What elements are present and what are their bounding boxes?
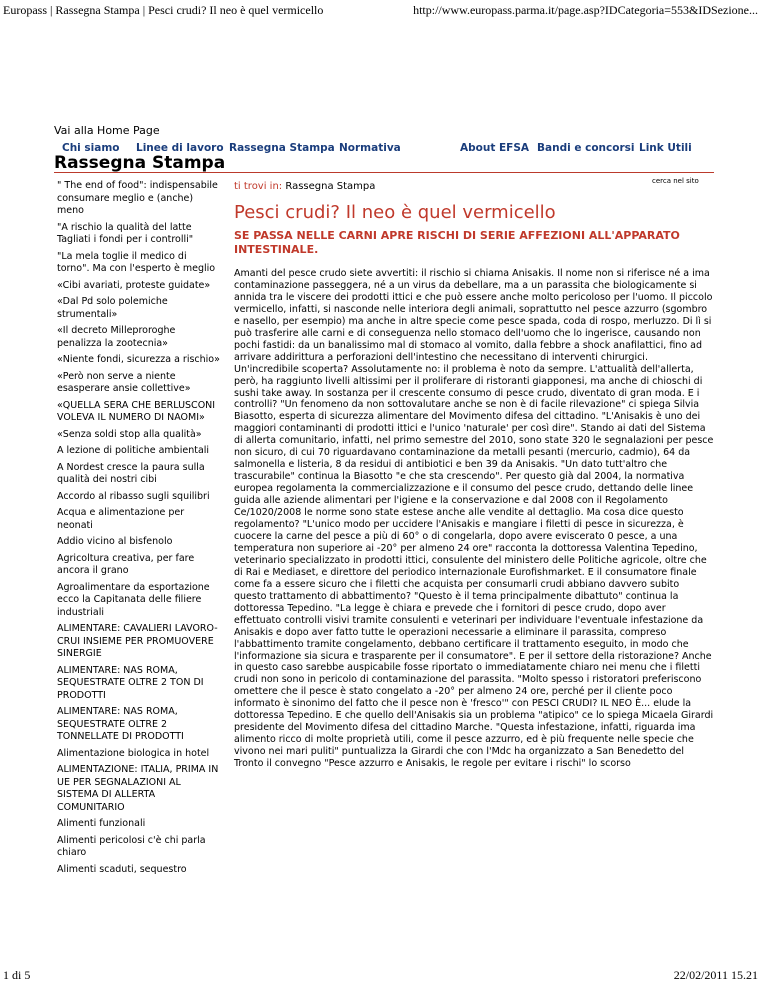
home-page-link[interactable]: Vai alla Home Page [54,124,160,137]
article-body: Amanti del pesce crudo siete avvertiti: il rischio si chiama Anisakis. Il nome non si riferisce né a ima contaminazione passeggera, né a un virus da debellare, ma a un parassita che biologicamente si annida tra le viscere dei prodotti ittici e che può essere anche molto pericoloso per l'uomo. Il piccolo vermicello, infatti, si nasconde nelle interiora degli animali, soprattutto nel pesce azzurro (sgombro e nasello, per esempio) ma anche in altre specie come pesce spada, coda di rospo, merluzzo. Di lì si può trasferire alle carni e di conseguenza nello stomaco dell'uomo che lo ingerisce, causando non pochi fastidi: da un banalissimo mal di stomaco al vomito, dalla febbre a shock anafilattici, fino ad arrivare addirittura a perforazioni dell'intestino che necessitano di interventi chirurgici. Un'incredibile scoperta? Assolutamente no: il problema è noto da sempre. L'attualità dell'allerta, però, ha raggiunto livelli altissimi per il proliferare di ristoranti giapponesi, ma anche di chioschi di sushi take away. In sostanza per il crescente consumo di pesce crudo, diventato di gran moda. E i controlli? "Un fenomeno da non sottovalutare anche se non è di facile rilevazione" ci spiega Silvia Biasotto, esperta di sicurezza alimentare del Movimento difesa del cittadino. "L'Anisakis è uno dei maggiori contaminanti di prodotti ittici e l'unico 'naturale' per così dire". Stando ai dati del Sistema di allerta comunitario, infatti, nel primo semestre del 2010, sono state 320 le segnalazioni per pesce non sicuro, di cui 70 riguardavano contaminazione da metalli pesanti (mercurio, cadmio), 64 da salmonella e listeria, 8 da residui di antibiotici e ben 39 da Anisakis. "Un dato tutt'altro che trascurabile" continua la Biasotto "e che sta crescendo". Per questo già dal 2004, la normativa europea regolamenta la commercializzazione e il consumo del pesce crudo, dettando delle linee guida alle aziende alimentari per l'igiene e la conservazione e dal 2008 con il Regolamento Ce/1020/2008 le norme sono state estese anche alle vendite al dettaglio. Ma cosa dice questo regolamento? "L'unico modo per uccidere l'Anisakis e mangiare i filetti di pesce in sicurezza, è cuocere la carne del pesce a più di 60° o di congelarla, dopo avere eviscerato 0 pesce, a una temperatura non superiore ai -20° per almeno 24 ore" racconta la dottoressa Valentina Tepedino, veterinario specializzato in prodotti ittici, consulente del ministero delle Politiche agricole, oltre che di Rai e Mediaset, e direttore del periodico internazionale Eurofishmarket. E il consumatore finale come fa a essere sicuro che i filetti che acquista per consumarli crudi abbiano davvero subito questo trattamento di abbattimento? "Questo è il tema principalmente dibattuto" continua la dottoressa Tepedino. "La legge è chiara e prevede che i fornitori di pesce crudo, dopo aver effettuato controlli visivi tramite consulenti e veterinari per individuare l'eventuale infestazione da Anisakis e dopo aver fatto tutte le operazioni necessarie a eliminare il parassita, compreso l'abbattimento tramite congelamento, debbano certificare il trattamento eseguito, in modo che l'informazione sia sicura e trasparente per il consumatore". E per il settore della ristorazione? Anche in questo caso sarebbe auspicabile fosse riportato o immediatamente chiaro nei menu che i filetti crudi non sono in pericolo di contaminazione del parassita. "Molto spesso i ristoratori preferiscono omettere che il pesce è stato congelato a -20° per almeno 24 ore, perché per il cliente poco informato è sinonimo del fatto che il pesce non è 'fresco'" con PESCI CRUDI? IL NEO È... elude la dottoressa Tepedino. E che quello dell'Anisakis sia un problema "atipico" ce lo spiega Micaela Girardi presidente del Movimento difesa del cittadino Marche. "Questa infestazione, infatti, riguarda ima alimento ricco di molte proprietà utili, come il pesce azzurro, ed è più frequente nelle specie che vivono nei mari puliti" puntualizza la Girardi che con l'Mdc ha organizzato a San Benedetto del Tronto il convegno "Pesce azzurro e Anisakis, le regole per evitare i rischi" lo scorso [234,268,714,770]
sidebar-item[interactable]: ALIMENTARE: CAVALIERI LAVORO-CRUI INSIEME PER PROMUOVERE SINERGIE [57,623,218,659]
article-subtitle: SE PASSA NELLE CARNI APRE RISCHI DI SERIE AFFEZIONI ALL'APPARATO INTESTINALE. [234,229,680,256]
nav-item-bandi-e-concorsi[interactable]: Bandi e concorsi [537,142,635,154]
sidebar-item[interactable]: «Cibi avariati, proteste guidate» [57,279,211,291]
nav-item-normativa[interactable]: Normativa [339,142,401,154]
sidebar-item[interactable]: ALIMENTARE: NAS ROMA, SEQUESTRATE OLTRE 2 TON DI PRODOTTI [57,664,204,701]
nav-item-about-efsa[interactable]: About EFSA [460,142,530,154]
sidebar-item[interactable]: A Nordest cresce la paura sulla qualità dei nostri cibi [57,461,205,485]
sidebar-item[interactable]: «QUELLA SERA CHE BERLUSCONI VOLEVA IL NUMERO DI NAOMI» [57,399,216,423]
sidebar-item[interactable]: Agricoltura creativa, per fare ancora il grano [57,552,195,576]
nav-item-linee-di-lavoro[interactable]: Linee di lavoro [136,142,224,154]
sidebar-item[interactable]: ALIMENTARE: NAS ROMA, SEQUESTRATE OLTRE 2 TONNELLATE DI PRODOTTI [57,706,184,742]
breadcrumb-prefix: ti trovi in: [234,181,283,192]
sidebar-item[interactable]: «Senza soldi stop alla qualità» [57,428,202,440]
sidebar-item[interactable]: «Dal Pd solo polemiche strumentali» [57,296,168,320]
sidebar-item[interactable]: Alimenti scaduti, sequestro [57,863,187,875]
nav-item-link-utili[interactable]: Link Utili [639,142,692,154]
nav-item-chi-siamo[interactable]: Chi siamo [62,142,120,154]
sidebar-item[interactable]: «Il decreto Milleproroghe penalizza la zootecnia» [57,325,176,349]
print-header [0,0,768,22]
sidebar-item[interactable]: Agroalimentare da esportazione ecco la Capitanata delle filiere industriali [57,581,210,618]
article-title: Pesci crudi? Il neo è quel vermicello [234,202,556,223]
sidebar-item[interactable]: Alimentazione biologica in hotel [57,747,210,759]
sidebar-item[interactable]: A lezione di politiche ambientali [57,445,210,456]
section-title: Rassegna Stampa [54,153,226,173]
sidebar-item[interactable]: «Però non serve a niente esasperare ansie collettive» [57,370,191,394]
site-search-link[interactable]: cerca nel sito [652,177,699,185]
sidebar-item[interactable]: "La mela toglie il medico di torno". Ma con l'esperto è meglio [57,250,216,274]
sidebar-article-list [54,180,222,876]
print-datetime: 22/02/2011 15.21 [673,968,758,982]
sidebar-item[interactable]: Accordo al ribasso sugli squilibri [57,490,210,502]
sidebar-item[interactable]: Alimenti pericolosi c'è chi parla chiaro [57,834,206,858]
article-main [234,180,714,770]
page-number: 1 di 5 [3,968,31,982]
sidebar-item[interactable]: " The end of food": indispensabile consumare meglio e (anche) meno [57,180,218,216]
sidebar-item[interactable]: «Niente fondi, sicurezza a rischio» [57,354,220,365]
sidebar-item[interactable]: ALIMENTAZIONE: ITALIA, PRIMA IN UE PER SEGNALAZIONI AL SISTEMA DI ALLERTA COMUNITARIO [57,764,219,813]
sidebar-item[interactable]: Addio vicino al bisfenolo [57,536,173,547]
breadcrumb-current[interactable]: Rassegna Stampa [285,181,376,192]
sidebar-item[interactable]: Acqua e alimentazione per neonati [57,507,185,531]
print-header-url: http://www.europass.parma.it/page.asp?IDCategoria=553&IDSezione... [413,3,758,17]
sidebar-item[interactable]: "A rischio la qualità del latte Tagliati i fondi per i controlli" [57,221,194,245]
title-divider [54,172,714,173]
print-header-title: Europass | Rassegna Stampa | Pesci crudi? Il neo è quel vermicello [3,3,324,17]
nav-item-rassegna-stampa[interactable]: Rassegna Stampa [229,142,335,154]
breadcrumb [234,181,714,192]
sidebar-item[interactable]: Alimenti funzionali [57,818,146,829]
